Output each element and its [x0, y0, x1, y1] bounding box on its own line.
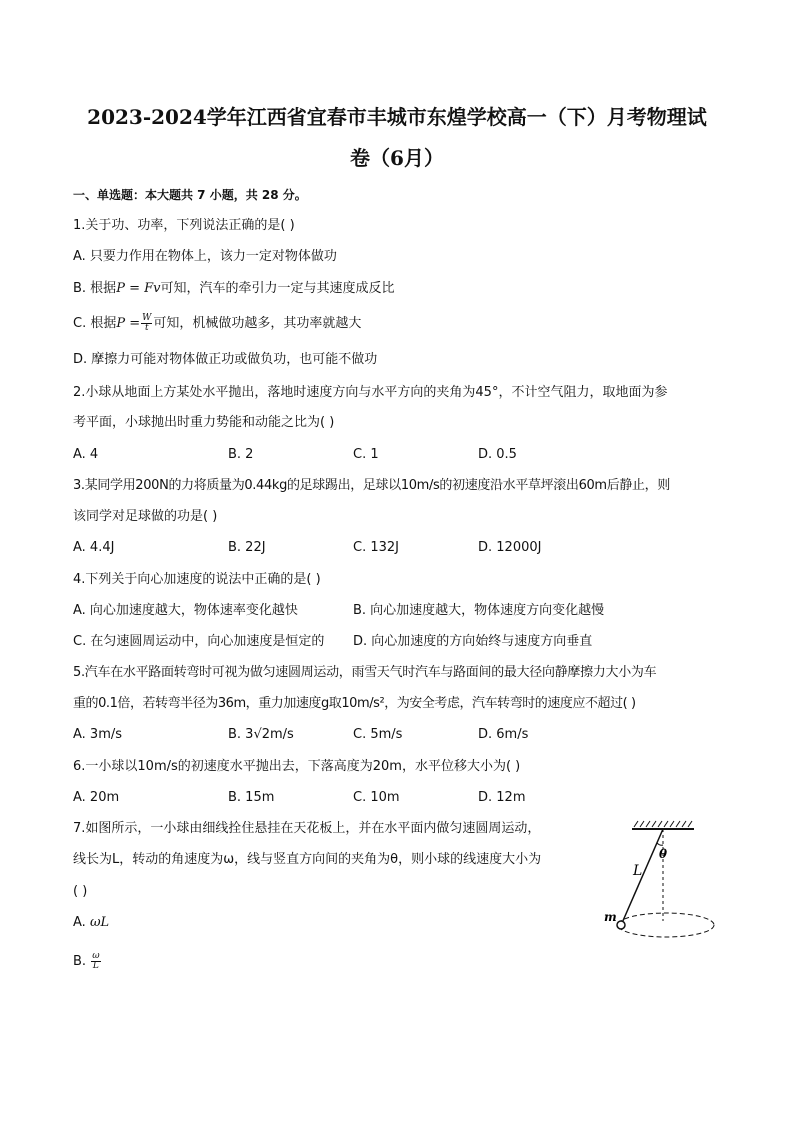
q3-option-d: D. 12000J — [478, 540, 542, 555]
q1-option-b-prefix: B. 根据 — [73, 281, 117, 296]
exam-title-line1: 2023-2024学年江西省宜春市丰城市东煌学校高一（下）月考物理试 — [87, 105, 707, 129]
q1-stem: 1.关于功、功率，下列说法正确的是( ) — [73, 218, 295, 233]
section-heading: 一、单选题：本大题共 7 小题，共 28 分。 — [73, 188, 307, 202]
q7-option-b-label: B. — [73, 954, 87, 969]
q1-option-b-suffix: 可知，汽车的牵引力一定与其速度成反比 — [160, 281, 395, 296]
q7-option-a-formula: ωL — [89, 915, 110, 930]
q5-stem-line2: 重的0.1倍，若转弯半径为36m，重力加速度g取10m/s²，为安全考虑，汽车转弯时的速度应不超过( ) — [73, 696, 636, 711]
q2-stem-line2: 考平面，小球抛出时重力势能和动能之比为( ) — [73, 415, 335, 430]
q2-stem-suffix: ，不计空气阻力，取地面为参 — [498, 385, 668, 400]
q5-option-d: D. 6m/s — [478, 727, 529, 742]
string-line — [622, 829, 663, 923]
q1-option-c-lhs: P = — [116, 316, 141, 331]
q6-stem: 6.一小球以10m/s的初速度水平抛出去，下落高度为20m，水平位移大小为( ) — [73, 759, 521, 774]
q7-stem-line2: 线长为L，转动的角速度为ω，线与竖直方向间的夹角为θ，则小球的线速度大小为 — [73, 852, 542, 867]
q6-option-c: C. 10m — [353, 790, 400, 805]
q7-option-b-denominator: L — [92, 961, 99, 971]
q4-option-d: D. 向心加速度的方向始终与速度方向垂直 — [353, 634, 593, 649]
q2-option-c: C. 1 — [353, 447, 379, 462]
q1-option-c-prefix: C. 根据 — [73, 316, 117, 331]
q1-option-d: D. 摩擦力可能对物体做正功或做负功，也可能不做功 — [73, 352, 378, 367]
q7-option-b — [73, 952, 102, 971]
q5-option-c: C. 5m/s — [353, 727, 403, 742]
q2-stem-prefix: 2.小球从地面上方某处水平抛出，落地时速度方向与水平方向的夹角为 — [73, 385, 476, 400]
q2-option-b: B. 2 — [228, 447, 254, 462]
q1-option-b-formula: P = Fv — [116, 281, 161, 296]
q5-stem-line1: 5.汽车在水平路面转弯时可视为做匀速圆周运动，雨雪天气时汽车与路面间的最大径向静摩擦力大小为车 — [73, 665, 657, 680]
q7-option-b-fraction — [91, 952, 100, 971]
q2-stem-line1 — [73, 384, 667, 402]
label-theta: θ — [659, 847, 668, 861]
q3-stem-line2: 该同学对足球做的功是( ) — [73, 509, 218, 524]
circular-path — [618, 913, 714, 937]
q4-stem: 4.下列关于向心加速度的说法中正确的是( ) — [73, 572, 321, 587]
angle-arc — [657, 843, 663, 845]
q7-option-b-numerator: ω — [92, 951, 100, 961]
q6-option-a: A. 20m — [73, 790, 120, 805]
q7-option-a — [73, 914, 109, 932]
q4-option-a: A. 向心加速度越大，物体速率变化越快 — [73, 603, 298, 618]
q1-option-c-denominator: t — [144, 323, 149, 333]
q3-option-c: C. 132J — [353, 540, 399, 555]
q3-option-b: B. 22J — [228, 540, 266, 555]
q2-option-a: A. 4 — [73, 447, 99, 462]
q7-option-a-label: A. — [73, 915, 86, 930]
label-length: L — [633, 863, 643, 879]
ball-icon — [617, 921, 625, 929]
q1-option-b — [73, 280, 394, 298]
q7-stem-line3: ( ) — [73, 884, 88, 899]
q1-option-c-numerator: W — [142, 313, 152, 323]
exam-title-line2: 卷（6月） — [350, 146, 444, 170]
q2-stem-angle: 45° — [475, 385, 499, 400]
q1-option-c-fraction — [141, 314, 152, 333]
q1-option-c — [73, 314, 361, 333]
ceiling-hatch — [634, 821, 692, 827]
q7-stem-line1: 7.如图所示，一小球由细线拴住悬挂在天花板上，并在水平面内做匀速圆周运动， — [73, 821, 541, 836]
q1-option-c-suffix: 可知，机械做功越多，其功率就越大 — [153, 316, 362, 331]
q5-option-a: A. 3m/s — [73, 727, 123, 742]
q6-option-d: D. 12m — [478, 790, 526, 805]
q4-option-b: B. 向心加速度越大，物体速度方向变化越慢 — [353, 603, 605, 618]
q3-option-a: A. 4.4J — [73, 540, 115, 555]
q3-stem-line1: 3.某同学用200N的力将质量为0.44kg的足球踢出，足球以10m/s的初速度沿水平草坪滚出60m后静止，则 — [73, 478, 670, 493]
q6-option-b: B. 15m — [228, 790, 275, 805]
q1-option-a: A. 只要力作用在物体上，该力一定对物体做功 — [73, 249, 337, 264]
q5-option-b: B. 3√2m/s — [228, 727, 294, 742]
label-mass: m — [604, 910, 617, 924]
q2-option-d: D. 0.5 — [478, 447, 517, 462]
conical-pendulum-diagram — [600, 817, 730, 947]
q4-option-c: C. 在匀速圆周运动中，向心加速度是恒定的 — [73, 634, 325, 649]
